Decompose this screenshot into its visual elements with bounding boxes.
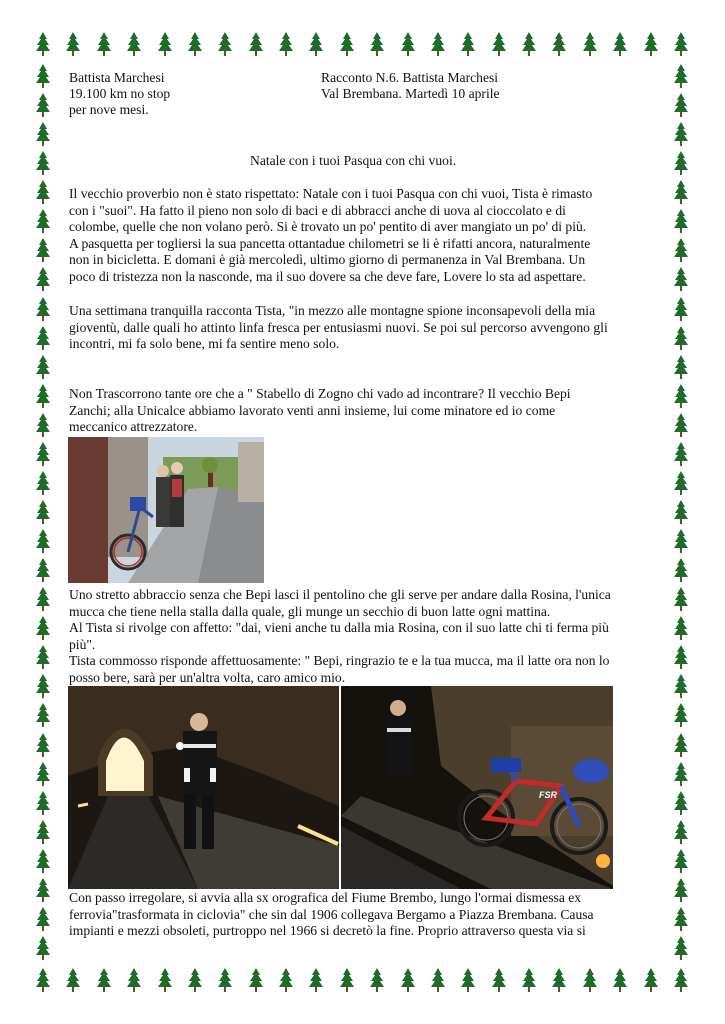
- text-line: non in bicicletta. E domani è già mercoledì, ultimo giorno di permanenza in Val Brembana. Un: [69, 252, 586, 268]
- christmas-tree-icon: [613, 32, 627, 56]
- paragraph-3: [69, 386, 661, 436]
- christmas-tree-icon: [613, 968, 627, 992]
- text-line: con i "suoi". Ha fatto il pieno non solo di baci e di abbracci anche di uova al cioccolato e di: [69, 202, 566, 218]
- paragraph-1: [69, 186, 661, 286]
- story-title: Natale con i tuoi Pasqua con chi vuoi.: [250, 153, 457, 168]
- text-line: Una settimana tranquilla racconta Tista, "in mezzo alle montagne spione inconsapevoli della mia: [69, 303, 596, 318]
- christmas-tree-icon: [127, 32, 141, 56]
- christmas-tree-icon: [36, 93, 50, 117]
- christmas-tree-icon: [36, 64, 50, 88]
- bicycle-brand-label: FSR: [539, 790, 557, 800]
- christmas-tree-icon: [644, 968, 658, 992]
- christmas-tree-icon: [674, 791, 688, 815]
- text-line: più".: [69, 636, 96, 652]
- christmas-tree-icon: [188, 968, 202, 992]
- christmas-tree-icon: [36, 442, 50, 466]
- christmas-tree-icon: [674, 297, 688, 321]
- christmas-tree-icon: [36, 384, 50, 408]
- christmas-tree-icon: [674, 762, 688, 786]
- christmas-tree-icon: [36, 616, 50, 640]
- text-line: Uno stretto abbraccio senza che Bepi lasci il pentolino che gli serve per andare dalla Rosina, l'unica: [69, 587, 611, 602]
- christmas-tree-icon: [583, 32, 597, 56]
- christmas-tree-icon: [674, 267, 688, 291]
- christmas-tree-icon: [279, 968, 293, 992]
- christmas-tree-icon: [36, 471, 50, 495]
- christmas-tree-icon: [249, 968, 263, 992]
- text-line: Tista commosso risponde affettuosamente: " Bepi, ringrazio te e la tua mucca, ma il latte ora non lo: [69, 653, 610, 669]
- christmas-tree-icon: [158, 968, 172, 992]
- christmas-tree-icon: [674, 674, 688, 698]
- distance-note: 19.100 km no stop: [69, 86, 171, 101]
- christmas-tree-icon: [36, 733, 50, 757]
- christmas-tree-icon: [36, 413, 50, 437]
- christmas-tree-icon: [309, 32, 323, 56]
- christmas-tree-icon: [674, 645, 688, 669]
- christmas-tree-icon: [36, 151, 50, 175]
- christmas-tree-icon: [218, 32, 232, 56]
- text-line: Con passo irregolare, si avvia alla sx orografica del Fiume Brembo, lungo l'ormai dismessa ex: [69, 890, 582, 905]
- christmas-tree-icon: [674, 733, 688, 757]
- christmas-tree-icon: [674, 93, 688, 117]
- christmas-tree-icon: [36, 820, 50, 844]
- christmas-tree-icon: [674, 907, 688, 931]
- christmas-tree-icon: [370, 968, 384, 992]
- text-line: gioventù, dalle quali ho attinto linfa fresca per entusiasmi nuovi. Se poi sul percorso avvengono gli: [69, 319, 608, 335]
- christmas-tree-icon: [97, 32, 111, 56]
- text-line: poco di tristezza non la nasconde, ma il suo dovere sa che deve fare, Lovere lo sta ad aspettare.: [69, 268, 586, 284]
- christmas-tree-icon: [158, 32, 172, 56]
- christmas-tree-icon: [492, 968, 506, 992]
- christmas-tree-icon: [461, 32, 475, 56]
- christmas-tree-icon: [674, 587, 688, 611]
- text-line: meccanico attrezzatore.: [69, 419, 198, 435]
- christmas-tree-icon: [66, 32, 80, 56]
- text-line: Non Trascorrono tante ore che a " Stabello di Zogno chi vado ad incontrare? Il vecchio Bepi: [69, 386, 571, 401]
- text-line: posso bere, sarà per un'altra volta, caro amico mio.: [69, 669, 346, 685]
- christmas-tree-icon: [674, 442, 688, 466]
- christmas-tree-icon: [36, 122, 50, 146]
- christmas-tree-icon: [674, 413, 688, 437]
- duration-note: per nove mesi.: [69, 102, 149, 117]
- christmas-tree-icon: [36, 209, 50, 233]
- christmas-tree-icon: [188, 32, 202, 56]
- story-number: Racconto N.6. Battista Marchesi: [321, 70, 499, 85]
- christmas-tree-icon: [36, 762, 50, 786]
- christmas-tree-icon: [249, 32, 263, 56]
- christmas-tree-icon: [340, 32, 354, 56]
- christmas-tree-icon: [370, 32, 384, 56]
- christmas-tree-icon: [36, 703, 50, 727]
- christmas-tree-icon: [552, 968, 566, 992]
- christmas-tree-icon: [36, 500, 50, 524]
- text-line: ferrovia"trasformata in ciclovia" che sin dal 1906 collegava Bergamo a Piazza Brembana. Causa: [69, 906, 594, 922]
- christmas-tree-icon: [66, 968, 80, 992]
- christmas-tree-icon: [492, 32, 506, 56]
- christmas-tree-icon: [36, 849, 50, 873]
- christmas-tree-icon: [583, 968, 597, 992]
- christmas-tree-icon: [674, 500, 688, 524]
- christmas-tree-icon: [522, 968, 536, 992]
- christmas-tree-icon: [36, 878, 50, 902]
- photo-men-with-bicycle: [68, 437, 264, 583]
- christmas-tree-icon: [36, 529, 50, 553]
- christmas-tree-icon: [461, 968, 475, 992]
- text-line: incontri, mi fa solo bene, mi fa sentire meno solo.: [69, 336, 340, 352]
- christmas-tree-icon: [644, 32, 658, 56]
- christmas-tree-icon: [36, 558, 50, 582]
- story-date: Val Brembana. Martedì 10 aprile: [321, 86, 500, 101]
- christmas-tree-icon: [674, 384, 688, 408]
- christmas-tree-icon: [674, 849, 688, 873]
- text-line: Zanchi; alla Unicalce abbiamo lavorato venti anni insieme, lui come minatore ed io come: [69, 402, 556, 418]
- christmas-tree-icon: [36, 645, 50, 669]
- paragraph-2: [69, 303, 661, 353]
- christmas-tree-icon: [401, 32, 415, 56]
- christmas-tree-icon: [674, 122, 688, 146]
- christmas-tree-icon: [36, 674, 50, 698]
- text-line: mucca che tiene nella stalla dalla quale, gli munge un secchio di buon latte ogni mattina.: [69, 603, 551, 619]
- christmas-tree-icon: [674, 703, 688, 727]
- christmas-tree-icon: [97, 968, 111, 992]
- christmas-tree-icon: [674, 529, 688, 553]
- christmas-tree-icon: [674, 151, 688, 175]
- christmas-tree-icon: [674, 936, 688, 960]
- christmas-tree-icon: [674, 820, 688, 844]
- christmas-tree-icon: [674, 180, 688, 204]
- text-line: impianti e mezzi obsoleti, purtroppo nel 1966 si decretò la fine. Proprio attraverso questa via si: [69, 923, 586, 939]
- christmas-tree-icon: [36, 267, 50, 291]
- christmas-tree-icon: [674, 616, 688, 640]
- christmas-tree-icon: [36, 238, 50, 262]
- christmas-tree-icon: [127, 968, 141, 992]
- christmas-tree-icon: [674, 209, 688, 233]
- author-name: Battista Marchesi: [69, 70, 165, 85]
- christmas-tree-icon: [36, 355, 50, 379]
- christmas-tree-icon: [674, 355, 688, 379]
- christmas-tree-icon: [674, 238, 688, 262]
- christmas-tree-icon: [431, 968, 445, 992]
- text-line: A pasquetta per togliersi la sua pancetta ottantadue chilometri se li è rifatti ancora, naturalmente: [69, 235, 591, 251]
- christmas-tree-icon: [36, 587, 50, 611]
- christmas-tree-icon: [279, 32, 293, 56]
- text-line: colombe, quelle che non volano però. Si è trovato un po' pentito di aver mangiato un po' di più.: [69, 219, 587, 235]
- paragraph-5: [69, 890, 661, 940]
- christmas-tree-icon: [674, 471, 688, 495]
- christmas-tree-icon: [36, 297, 50, 321]
- christmas-tree-icon: [36, 936, 50, 960]
- christmas-tree-icon: [340, 968, 354, 992]
- photo-bicycle-tunnel: [341, 686, 613, 889]
- christmas-tree-icon: [674, 64, 688, 88]
- text-line: Al Tista si rivolge con affetto: "dai, vieni anche tu dalla mia Rosina, con il suo latte chi ti ferma più: [69, 620, 609, 636]
- christmas-tree-icon: [36, 32, 50, 56]
- christmas-tree-icon: [218, 968, 232, 992]
- christmas-tree-icon: [674, 968, 688, 992]
- christmas-tree-icon: [36, 180, 50, 204]
- christmas-tree-icon: [674, 326, 688, 350]
- text-line: Il vecchio proverbio non è stato rispettato: Natale con i tuoi Pasqua con chi vuoi, Tista è rimasto: [69, 186, 593, 201]
- christmas-tree-icon: [552, 32, 566, 56]
- christmas-tree-icon: [36, 968, 50, 992]
- christmas-tree-icon: [674, 878, 688, 902]
- paragraph-4: [69, 587, 661, 687]
- christmas-tree-icon: [36, 326, 50, 350]
- christmas-tree-icon: [36, 907, 50, 931]
- christmas-tree-icon: [674, 32, 688, 56]
- christmas-tree-icon: [431, 32, 445, 56]
- christmas-tree-icon: [522, 32, 536, 56]
- christmas-tree-icon: [309, 968, 323, 992]
- christmas-tree-icon: [36, 791, 50, 815]
- christmas-tree-icon: [401, 968, 415, 992]
- photo-tunnel-cyclist: [68, 686, 339, 889]
- christmas-tree-icon: [674, 558, 688, 582]
